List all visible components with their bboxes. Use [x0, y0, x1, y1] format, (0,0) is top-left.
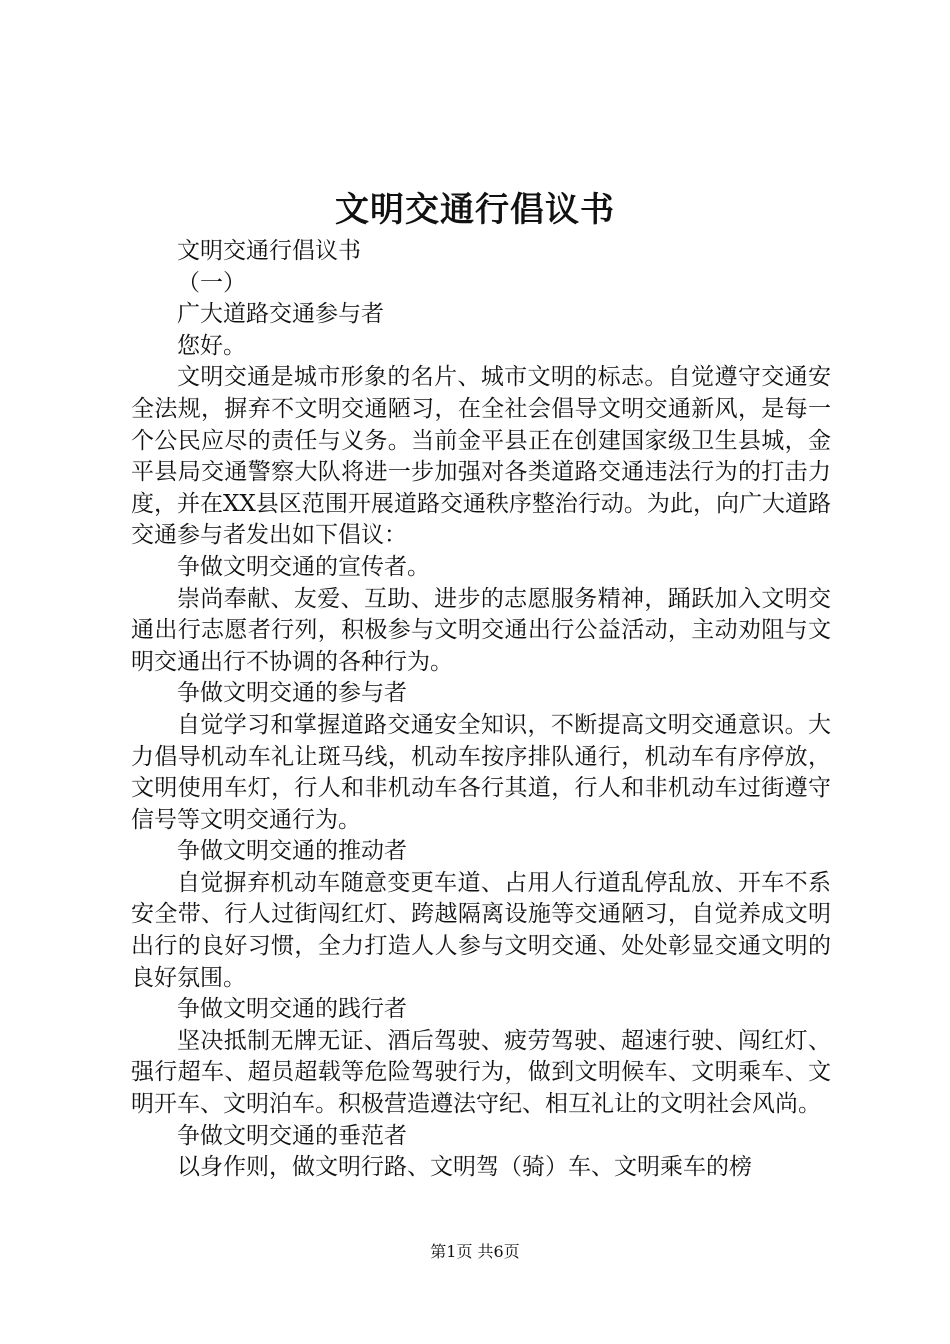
document-body [131, 236, 831, 1184]
paragraph: （一） [177, 269, 246, 296]
paragraph: 崇尚奉献、友爱、互助、进步的志愿服务精神，踊跃加入文明交通出行志愿者行列，积极参与文明交通出行公益活动，主动劝阻与文明交通出行不协调的各种行为。 [131, 585, 831, 675]
paragraph: 争做文明交通的参与者 [177, 680, 407, 707]
paragraph: 文明交通是城市形象的名片、城市文明的标志。自觉遵守交通安全法规，摒弃不文明交通陋习，在全社会倡导文明交通新风，是每一个公民应尽的责任与义务。当前金平县正在创建国家级卫生县城，金平县局交通警察大队将进一步加强对各类道路交通违法行为的打击力度，并在XX县区范围开展道路交通秩序整治行动。为此，向广大道路交通参与者发出如下倡议： [131, 364, 831, 549]
paragraph: 坚决抵制无牌无证、酒后驾驶、疲劳驾驶、超速行驶、闯红灯、强行超车、超员超载等危险驾驶行为，做到文明候车、文明乘车、文明开车、文明泊车。积极营造遵法守纪、相互礼让的文明社会风尚。 [131, 1027, 831, 1118]
page-number-footer: 第1页 共6页 [430, 1242, 520, 1261]
paragraph: 自觉学习和掌握道路交通安全知识，不断提高文明交通意识。大力倡导机动车礼让斑马线，机动车按序排队通行，机动车有序停放，文明使用车灯，行人和非机动车各行其道，行人和非机动车过街遵守信号等文明交通行为。 [131, 711, 831, 833]
paragraph: 您好。 [177, 332, 246, 359]
paragraph: 自觉摒弃机动车随意变更车道、占用人行道乱停乱放、开车不系安全带、行人过街闯红灯、跨越隔离设施等交通陋习，自觉养成文明出行的良好习惯，全力打造人人参与文明交通、处处彰显交通文明的良好氛围。 [131, 869, 831, 991]
paragraph: 争做文明交通的推动者 [177, 838, 407, 865]
paragraph: 争做文明交通的践行者 [177, 996, 407, 1023]
paragraph: 文明交通行倡议书 [177, 238, 361, 264]
paragraph: 争做文明交通的宣传者。 [177, 553, 430, 580]
document-title: 文明交通行倡议书 [335, 190, 615, 230]
paragraph: 广大道路交通参与者 [177, 301, 384, 328]
paragraph: 以身作则，做文明行路、文明驾（骑）车、文明乘车的榜 [177, 1154, 752, 1181]
paragraph: 争做文明交通的垂范者 [177, 1122, 407, 1149]
